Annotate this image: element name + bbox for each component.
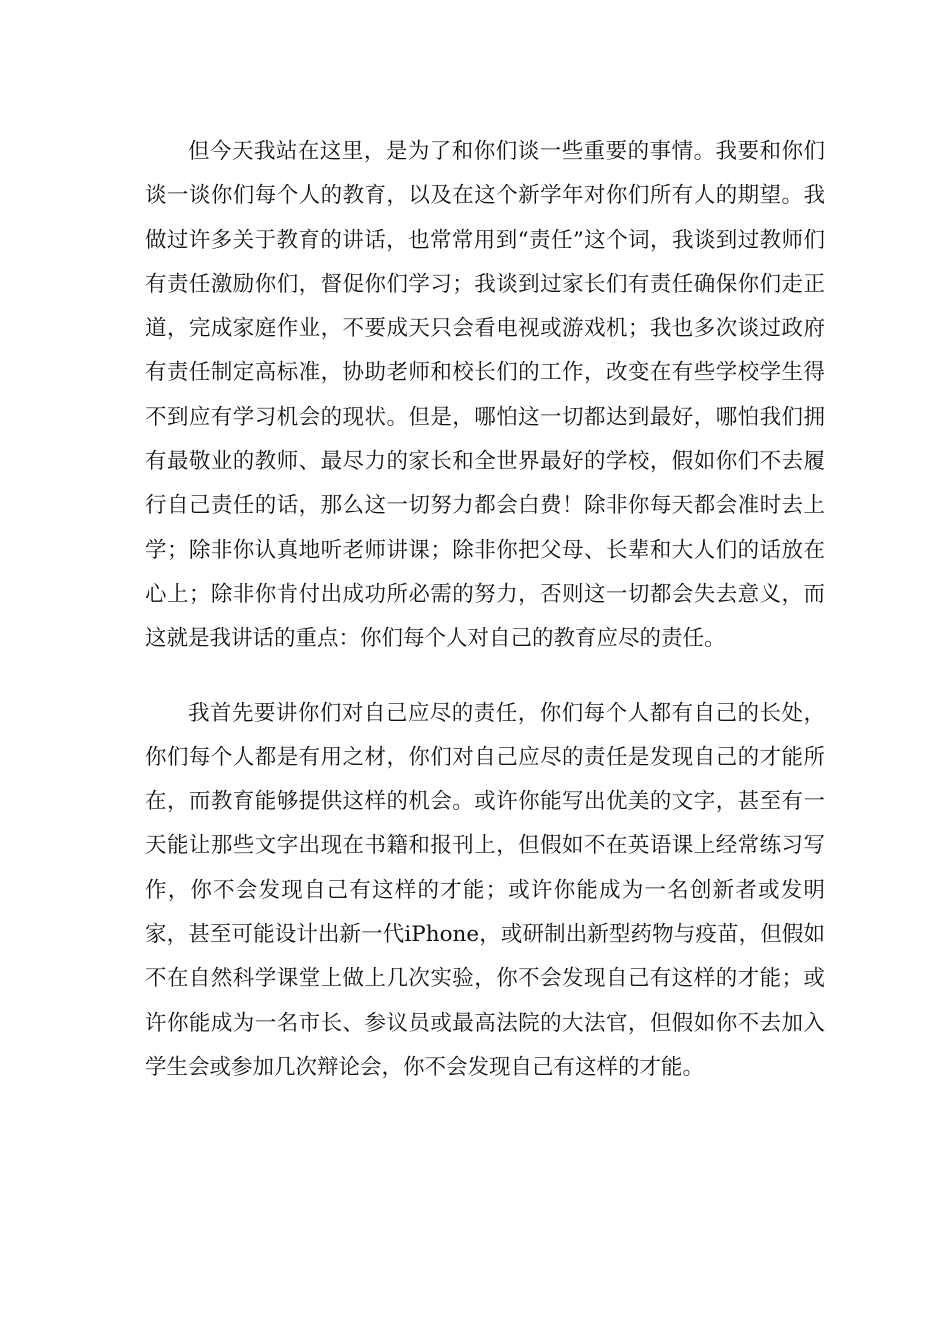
paragraph-1: 但今天我站在这里，是为了和你们谈一些重要的事情。我要和你们谈一谈你们每个人的教育，以及在这个新学年对你们所有人的期望。我做过许多关于教育的讲话，也常常用到“责任”这个词，我谈到过教师们有责任激励你们，督促你们学习；我谈到过家长们有责任确保你们走正道，完成家庭作业，不要成天只会看电视或游戏机；我也多次谈过政府有责任制定高标准，协助老师和校长们的工作，改变在有些学校学生得不到应有学习机会的现状。但是，哪怕这一切都达到最好，哪怕我们拥有最敬业的教师、最尽力的家长和全世界最好的学校，假如你们不去履行自己责任的话，那么这一切努力都会白费！除非你每天都会准时去上学；除非你认真地听老师讲课；除非你把父母、长辈和大人们的话放在心上；除非你肯付出成功所必需的努力，否则这一切都会失去意义，而这就是我讲话的重点：你们每个人对自己的教育应尽的责任。 xyxy=(145,139,825,652)
document-body xyxy=(145,130,825,1090)
paragraph-2: 我首先要讲你们对自己应尽的责任，你们每个人都有自己的长处，你们每个人都是有用之材，你们对自己应尽的责任是发现自己的才能所在，而教育能够提供这样的机会。或许你能写出优美的文字，甚至有一天能让那些文字出现在书籍和报刊上，但假如不在英语课上经常练习写作，你不会发现自己有这样的才能；或许你能成为一名创新者或发明家，甚至可能设计出新一代iPhone，或研制出新型药物与疫苗，但假如不在自然科学课堂上做上几次实验，你不会发现自己有这样的才能；或许你能成为一名市长、参议员或最高法院的大法官，但假如你不去加入学生会或参加几次辩论会，你不会发现自己有这样的才能。 xyxy=(145,700,825,1080)
